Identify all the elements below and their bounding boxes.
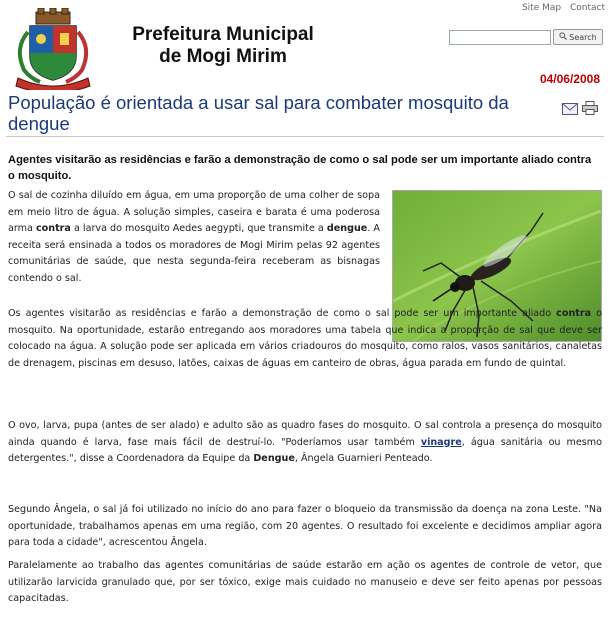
headline-divider	[6, 136, 604, 137]
publication-date: 04/06/2008	[539, 72, 600, 86]
keyword-contra: contra	[35, 223, 71, 234]
site-title-line2: de Mogi Mirim	[159, 46, 287, 67]
article-paragraph-3: O ovo, larva, pupa (antes de ser alado) e adulto são as quadro fases do mosquito. O sal controla a presença do mosquito ainda quando é larva, fase mais fácil de destruí-lo. "Poderíamos usar também vinagre, água sanitária ou mesmo detergentes.", disse a Coordenadora da Equipe da Dengue, Ângela Guarnieri Penteado.	[8, 420, 602, 464]
keyword-dengue: Dengue	[253, 453, 295, 464]
search-button-label: Search	[569, 32, 597, 42]
article-lead: Agentes visitarão as residências e farão a demonstração de como o sal pode ser um importante aliado contra o mosquito.	[8, 154, 592, 182]
contact-link[interactable]: Contact	[569, 3, 605, 13]
site-title	[105, 24, 341, 68]
print-icon[interactable]	[582, 100, 598, 119]
municipal-crest-icon	[10, 8, 96, 90]
email-icon[interactable]	[562, 100, 578, 119]
article-paragraph-2: Os agentes visitarão as residências e farão a demonstração de como o sal pode ser um importante aliado contra o mosquito. Na oportunidade, estarão entregando aos moradores uma tabela que indica a proporção de sal que deve ser colocado na água. A solução pode ser aplicada em vários criadouros do mosquito, como ralos, vasos sanitários, canaletas de drenagem, piscinas em desuso, latões, caixas de águas em canteiro de obras, água parada em fundo de quintal.	[8, 308, 602, 369]
keyword-contra: contra	[556, 308, 592, 319]
article-paragraph-4: Segundo Ângela, o sal já foi utilizado no início do ano para fazer o bloqueio da transmissão da doença na zona Leste. "Na oportunidade, trabalhamos apenas em uma região, com 20 agentes. O resultado foi excelente e decidimos ampliar agora para toda a cidade", acrescentou Ângela.	[8, 504, 602, 548]
search-input[interactable]	[449, 30, 551, 45]
article-tools	[562, 100, 598, 119]
search-button[interactable]	[553, 29, 603, 45]
keyword-vinagre-link[interactable]: vinagre	[420, 436, 462, 448]
search-icon	[559, 32, 567, 42]
top-links	[516, 3, 605, 13]
site-title-line1: Prefeitura Municipal	[132, 24, 314, 45]
article-headline: População é orientada a usar sal para combater mosquito da dengue	[8, 92, 509, 134]
keyword-dengue: dengue	[326, 223, 368, 234]
site-map-link[interactable]: Site Map	[521, 3, 562, 13]
article-paragraph-5: Paralelamente ao trabalho das agentes comunitárias de saúde estarão em ação os agentes de controle de vetor, que utilizarão larvicida granulado que, por ser tóxico, exige mais cuidado no manuseio e deve ser feito apenas por pessoas capacitadas.	[8, 560, 602, 604]
article-paragraph-1: O sal de cozinha diluído em água, em uma proporção de uma colher de sopa em meio litro de água. A solução simples, caseira e barata é uma poderosa arma contra a larva do mosquito Aedes aegypti, que transmite a dengue. A receita será ensinada a todos os moradores de Mogi Mirim pelas 92 agentes comunitárias de saúde, que nesta segunda-feira receberam as bisnagas contendo o sal.	[8, 190, 380, 284]
